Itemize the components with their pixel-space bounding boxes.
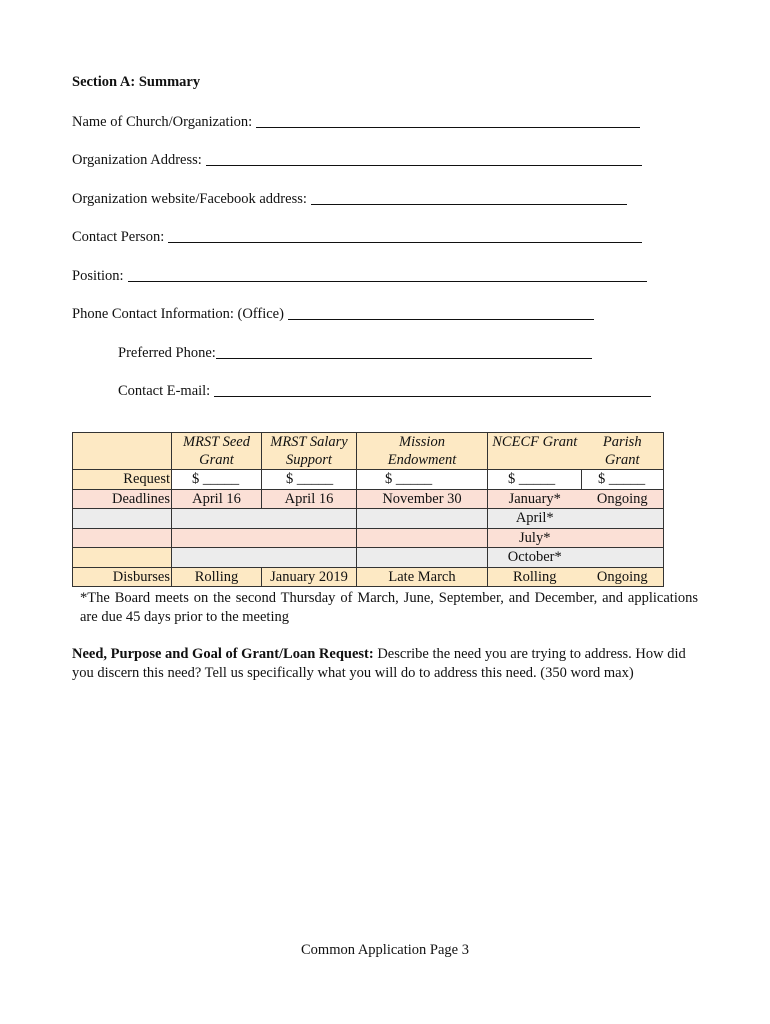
position-field[interactable]: [72, 268, 647, 285]
empty-cell: [357, 509, 488, 529]
grant-table: [72, 432, 664, 587]
table-row-deadlines: [73, 489, 664, 509]
office-phone-field[interactable]: [72, 306, 594, 323]
preferred-phone-field[interactable]: [118, 345, 592, 362]
contact-email-field[interactable]: [118, 383, 651, 400]
deadline-mrst-salary: April 16: [262, 489, 357, 509]
empty-cell: [357, 548, 488, 568]
contact-email-input[interactable]: [214, 395, 651, 397]
row-label-empty: [73, 528, 172, 548]
field-label: Organization website/Facebook address:: [72, 191, 307, 207]
disburse-mrst-salary: January 2019: [262, 567, 357, 587]
page-footer: Common Application Page 3: [301, 942, 469, 958]
header-empty: [73, 433, 172, 470]
request-mission[interactable]: $ _____: [357, 470, 488, 490]
contact-person-field[interactable]: [72, 229, 642, 246]
header-mrst-seed: MRST Seed Grant: [172, 433, 262, 470]
need-purpose-section: [72, 645, 692, 683]
org-address-field[interactable]: [72, 152, 642, 169]
field-label: Position:: [72, 268, 124, 284]
field-label: Contact Person:: [72, 229, 165, 245]
org-address-input[interactable]: [206, 164, 642, 166]
website-input[interactable]: [311, 203, 627, 205]
deadline-parish: Ongoing: [582, 489, 664, 509]
deadline-ncecf-3: July*: [488, 528, 582, 548]
field-label: Phone Contact Information: (Office): [72, 306, 284, 322]
empty-cell: [357, 528, 488, 548]
row-label-empty: [73, 548, 172, 568]
church-name-input[interactable]: [256, 126, 640, 128]
table-row-request: [73, 470, 664, 490]
disburse-parish: Ongoing: [582, 567, 664, 587]
table-header-row: [73, 433, 664, 470]
header-mrst-salary: MRST Salary Support: [262, 433, 357, 470]
board-footnote: *The Board meets on the second Thursday of March, June, September, and December, and applications are due 45 days prior to the meeting: [80, 590, 698, 625]
row-label-request: Request: [73, 470, 172, 490]
table-row-deadlines-3: [73, 528, 664, 548]
empty-cell: [172, 528, 357, 548]
header-parish: Parish Grant: [582, 433, 664, 470]
section-title: Section A: Summary: [72, 74, 201, 90]
empty-cell: [172, 548, 357, 568]
request-ncecf[interactable]: $ _____: [488, 470, 582, 490]
request-parish[interactable]: $ _____: [582, 470, 664, 490]
office-phone-input[interactable]: [288, 318, 594, 320]
empty-cell: [582, 548, 664, 568]
empty-cell: [172, 509, 357, 529]
field-label: Organization Address:: [72, 152, 202, 168]
deadline-ncecf: January*: [488, 489, 582, 509]
header-ncecf: NCECF Grant: [488, 433, 582, 470]
header-mission: Mission Endowment: [357, 433, 488, 470]
church-name-field[interactable]: [72, 114, 640, 131]
row-label-deadlines: Deadlines: [73, 489, 172, 509]
table-row-deadlines-4: [73, 548, 664, 568]
request-mrst-salary[interactable]: $ _____: [262, 470, 357, 490]
disburse-ncecf: Rolling: [488, 567, 582, 587]
website-field[interactable]: [72, 191, 627, 208]
table-row-deadlines-2: [73, 509, 664, 529]
deadline-mrst-seed: April 16: [172, 489, 262, 509]
field-label: Contact E-mail:: [118, 383, 211, 399]
disburse-mrst-seed: Rolling: [172, 567, 262, 587]
need-description: Describe the need you are trying to address. How did you discern this need? Tell us specifically what you will do to address this need. (350 word max): [72, 646, 686, 681]
deadline-ncecf-4: October*: [488, 548, 582, 568]
table-row-disburses: [73, 567, 664, 587]
field-label: Name of Church/Organization:: [72, 114, 253, 130]
request-mrst-seed[interactable]: $ _____: [172, 470, 262, 490]
empty-cell: [582, 528, 664, 548]
empty-cell: [582, 509, 664, 529]
row-label-disburses: Disburses: [73, 567, 172, 587]
need-heading: Need, Purpose and Goal of Grant/Loan Request:: [72, 646, 374, 662]
field-label: Preferred Phone:: [118, 345, 216, 361]
contact-person-input[interactable]: [168, 241, 642, 243]
disburse-mission: Late March: [357, 567, 488, 587]
deadline-mission: November 30: [357, 489, 488, 509]
row-label-empty: [73, 509, 172, 529]
position-input[interactable]: [128, 280, 647, 282]
preferred-phone-input[interactable]: [216, 357, 592, 359]
deadline-ncecf-2: April*: [488, 509, 582, 529]
